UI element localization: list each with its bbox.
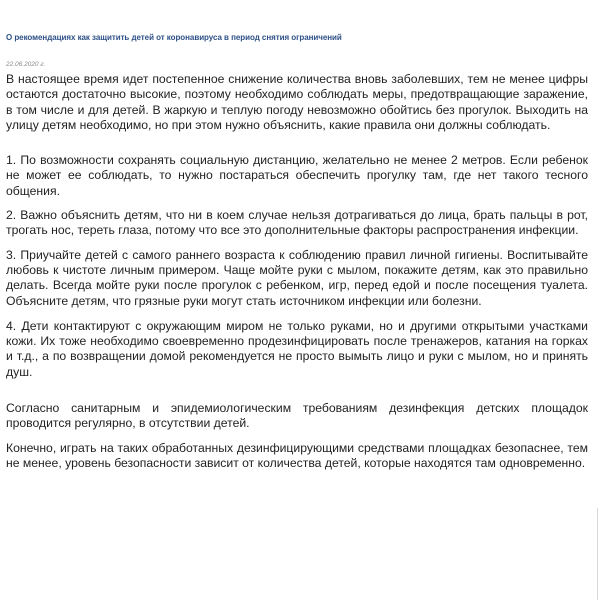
article-title[interactable]: О рекомендациях как защитить детей от коронавируса в период снятия ограничений <box>6 33 342 42</box>
scroll-edge-divider <box>597 508 598 600</box>
recommendation-item-2: 2. Важно объяснить детям, что ни в коем случае нельзя дотрагиваться до лица, брать пальцы в рот, трогать нос, тереть глаза, потому что все это дополнительные факторы распространения инфекции. <box>6 208 588 238</box>
recommendation-item-4: 4. Дети контактируют с окружающим миром не только руками, но и другими открытыми участками кожи. Их тоже необходимо своевременно продезинфицировать после тренажеров, катания на горках и т.д., а по возвращении домой рекомендуется не просто вымыть лицо и руки с мылом, но и принять душ. <box>6 318 588 379</box>
article-body <box>6 72 588 471</box>
article-page <box>6 0 588 600</box>
intro-paragraph: В настоящее время идет постепенное снижение количества вновь заболевших, тем не менее цифры остаются достаточно высокие, поэтому необходимо соблюдать меры, предотвращающие заражение, в том числе и для детей. В жаркую и теплую погоду невозможно обойтись без прогулок. Выходить на улицу детям необходимо, но при этом нужно объяснить, какие правила они должны соблюдать. <box>6 72 588 132</box>
final-paragraph: Конечно, играть на таких обработанных дезинфицирующими средствами площадках безопаснее, тем не менее, уровень безопасности зависит от количества детей, которые находятся там одновременно. <box>6 440 588 470</box>
recommendation-item-3: 3. Приучайте детей с самого раннего возраста к соблюдению правил личной гигиены. Воспитывайте любовь к чистоте личным примером. Чаще мойте руки с мылом, покажите детям, как это правильно делать. Всегда мойте руки после прогулок с ребенком, игр, перед едой и после посещения туалета. Объясните детям, что грязные руки могут стать источником инфекции или болезни. <box>6 247 588 308</box>
recommendation-item-1: 1. По возможности сохранять социальную дистанцию, желательно не менее 2 метров. Если ребенок не может ее соблюдать, то нужно постараться обеспечить прогулку там, где нет такого тесного общения. <box>6 153 588 198</box>
sanitary-paragraph: Согласно санитарным и эпидемиологическим требованиям дезинфекция детских площадок проводится регулярно, в отсутствии детей. <box>6 401 588 431</box>
article-date: 22.06.2020 г. <box>6 61 46 68</box>
